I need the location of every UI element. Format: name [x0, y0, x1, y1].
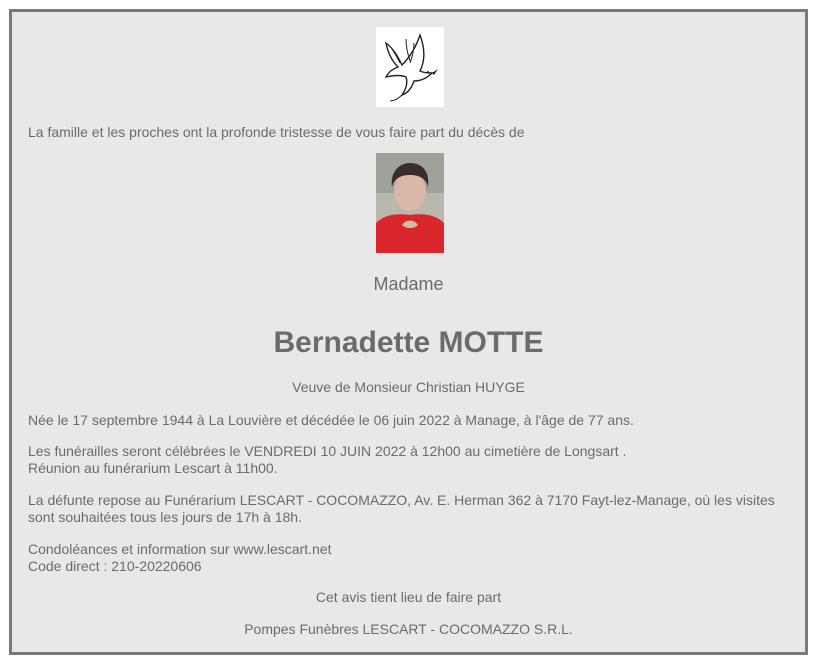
funeral-info — [28, 443, 776, 477]
announcement-text: Cet avis tient lieu de faire part — [315, 589, 502, 605]
repose-text: La défunte repose au Funérarium LESCART - COCOMAZZO, Av. E. Herman 362 à 7170 Fayt-lez-Manage, où les visites sont souhaitées tous les jours de 17h à 18h. — [28, 492, 775, 525]
dove-icon — [376, 27, 444, 107]
gathering-line: Réunion au funérarium Lescart à 11h00. — [28, 460, 278, 476]
direct-code-line: Code direct : 210-20220606 — [28, 558, 202, 574]
funeral-home-text: Pompes Funèbres LESCART - COCOMAZZO S.R.L. — [244, 621, 573, 637]
deceased-name: Bernadette MOTTE — [273, 326, 544, 359]
funeral-line: Les funérailles seront célébrées le VENDREDI 10 JUIN 2022 à 12h00 au cimetière de Longsart . — [28, 443, 627, 459]
birth-death-text: Née le 17 septembre 1944 à La Louvière et décédée le 06 juin 2022 à Manage, à l'âge de 77 ans. — [28, 412, 634, 428]
portrait-photo — [376, 153, 444, 253]
obituary-card — [9, 9, 808, 655]
condolences-info — [28, 541, 776, 575]
condolences-line: Condoléances et information sur www.lescart.net — [28, 541, 332, 557]
salutation: Madame — [373, 274, 444, 294]
intro-text: La famille et les proches ont la profonde tristesse de vous faire part du décès de — [28, 124, 525, 140]
widow-of-text: Veuve de Monsieur Christian HUYGE — [292, 379, 525, 395]
